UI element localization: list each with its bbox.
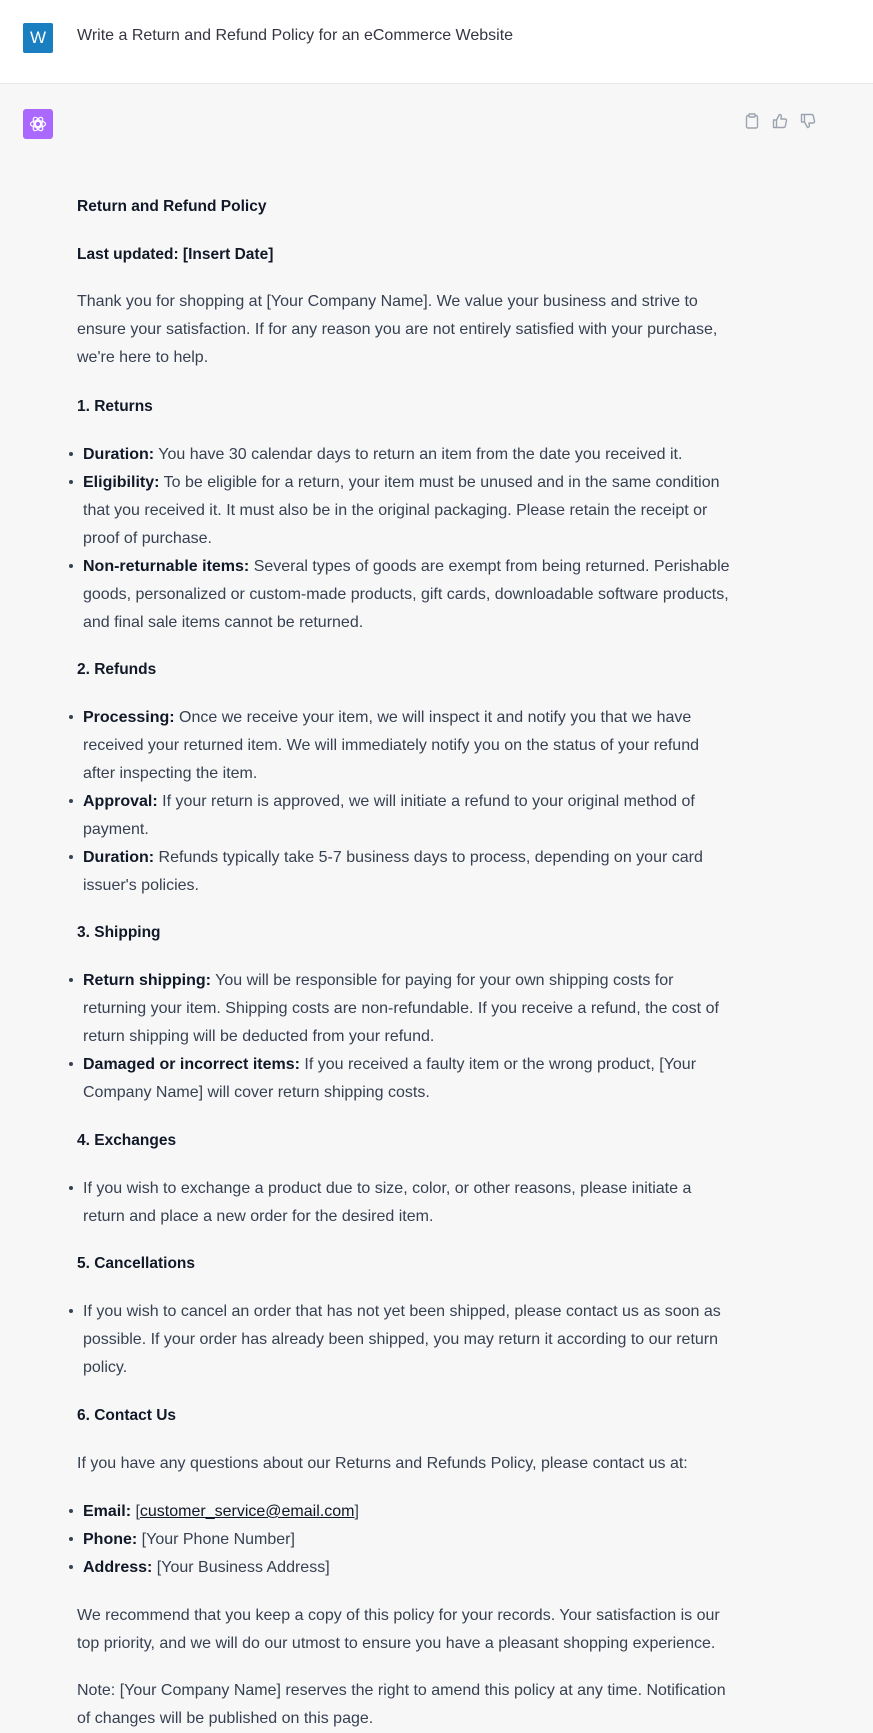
contact-intro: If you have any questions about our Returns and Refunds Policy, please contact us at: bbox=[77, 1455, 688, 1472]
list-item: Return shipping: You will be responsible for paying for your own shipping costs for returning your item. Shipping costs are non-refundable. If you receive a refund, the cost of return shipping will be deducted from your refund. bbox=[69, 967, 735, 1051]
note-paragraph: Note: [Your Company Name] reserves the right to amend this policy at any time. Notification of changes will be published on this page. bbox=[77, 1682, 726, 1727]
user-avatar-letter: W bbox=[29, 28, 47, 47]
contact-address-item: Address: [Your Business Address] bbox=[69, 1554, 735, 1582]
section-heading-contact: 6. Contact Us bbox=[77, 1407, 177, 1424]
list-item: If you wish to exchange a product due to size, color, or other reasons, please initiate a return and place a new order for the desired item. bbox=[69, 1175, 735, 1231]
list-item: Damaged or incorrect items: If you received a faulty item or the wrong product, [Your Company Name] will cover return shipping costs. bbox=[69, 1051, 735, 1107]
section-heading-returns: 1. Returns bbox=[77, 398, 153, 415]
policy-title: Return and Refund Policy bbox=[77, 198, 267, 215]
list-item: Non-returnable items: Several types of goods are exempt from being returned. Perishable goods, personalized or custom-made products, gift cards, downloadable software products, and final sale items cannot be returned. bbox=[69, 553, 735, 637]
list-item: Approval: If your return is approved, we will initiate a refund to your original method of payment. bbox=[69, 788, 735, 844]
contact-email-item: Email: [customer_service@email.com] bbox=[69, 1498, 735, 1526]
email-link[interactable]: customer_service@email.com bbox=[139, 1503, 355, 1520]
list-item: Duration: Refunds typically take 5-7 business days to process, depending on your card issuer's policies. bbox=[69, 844, 735, 900]
list-item: Eligibility: To be eligible for a return, your item must be unused and in the same condition that you received it. It must also be in the original packaging. Please retain the receipt or proof of purchase. bbox=[69, 469, 735, 553]
user-prompt: Write a Return and Refund Policy for an eCommerce Website bbox=[77, 27, 514, 44]
contact-phone-item: Phone: [Your Phone Number] bbox=[69, 1526, 735, 1554]
list-item: If you wish to cancel an order that has not yet been shipped, please contact us as soon as possible. If your order has already been shipped, you may return it according to our return policy. bbox=[69, 1298, 735, 1382]
thumbs-up-icon[interactable] bbox=[771, 112, 789, 130]
list-item: Processing: Once we receive your item, we will inspect it and notify you that we have received your returned item. We will immediately notify you on the status of your refund after inspecting the item. bbox=[69, 704, 735, 788]
thumbs-down-icon[interactable] bbox=[799, 112, 817, 130]
clipboard-icon[interactable] bbox=[743, 112, 761, 130]
section-heading-refunds: 2. Refunds bbox=[77, 661, 157, 678]
message-actions bbox=[743, 112, 817, 130]
section-heading-cancellations: 5. Cancellations bbox=[77, 1255, 196, 1272]
list-item: Duration: You have 30 calendar days to return an item from the date you received it. bbox=[69, 441, 735, 469]
closing-paragraph: We recommend that you keep a copy of this policy for your records. Your satisfaction is our top priority, and we will do our utmost to ensure you have a pleasant shopping experience. bbox=[77, 1607, 720, 1652]
intro-paragraph: Thank you for shopping at [Your Company Name]. We value your business and strive to ensure your satisfaction. If for any reason you are not entirely satisfied with your purchase, we're here to help. bbox=[77, 293, 718, 366]
section-heading-shipping: 3. Shipping bbox=[77, 924, 161, 941]
section-heading-exchanges: 4. Exchanges bbox=[77, 1132, 177, 1149]
last-updated: Last updated: [Insert Date] bbox=[77, 246, 274, 263]
openai-logo-icon bbox=[23, 109, 53, 139]
user-avatar bbox=[23, 23, 53, 53]
user-message-row bbox=[0, 0, 873, 84]
